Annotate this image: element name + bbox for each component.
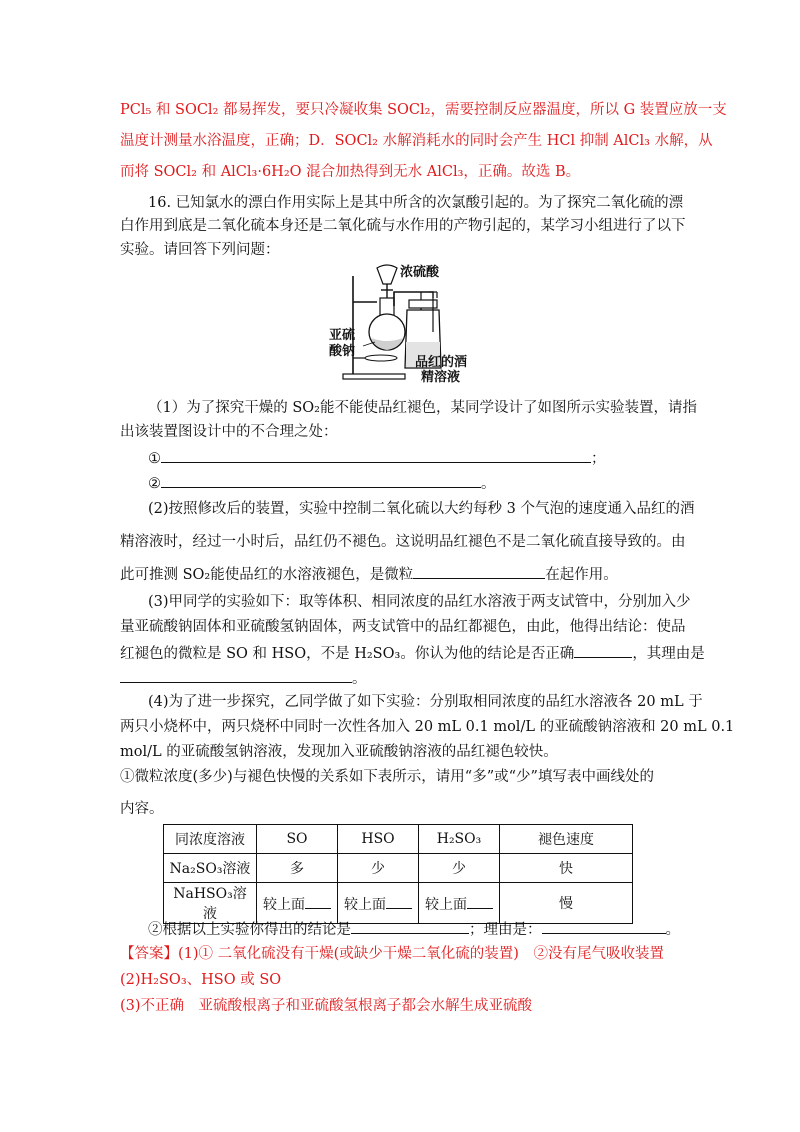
part4-line-4: ①微粒浓度(多少)与褪色快慢的关系如下表所示，请用“多”或“少”填写表中画线处的 <box>120 769 654 785</box>
label-sodium-sulfite-2: 酸钠 <box>329 344 356 359</box>
part1-line-2: 出该装置图设计中的不合理之处： <box>120 424 338 440</box>
part4-line-2: 两只小烧杯中，两只烧杯中同时一次性各加入 20 mL 0.1 mol/L 的亚硫酸钠溶液和 20 mL 0.1 <box>120 719 735 735</box>
question-intro-line-3: 实验。请回答下列问题： <box>120 242 280 258</box>
part1-blank-2-line <box>148 471 496 494</box>
table-cell: 快 <box>500 854 633 883</box>
part4-line-3: mol/L 的亚硫酸氢钠溶液，发现加入亚硫酸钠溶液的品红褪色较快。 <box>120 744 558 760</box>
part1-blank-2-suffix: 。 <box>481 476 496 492</box>
table-header-cell: SO <box>257 825 338 854</box>
part4-conclusion-text-b: ；理由是： <box>469 922 542 938</box>
table-header-cell: H₂SO₃ <box>419 825 500 854</box>
table-cell-text: 较上面 <box>344 897 386 913</box>
question-intro-line-1 <box>148 193 683 213</box>
answer-continuation-line-3: 而将 SOCl₂ 和 AlCl₃·6H₂O 混合加热得到无水 AlCl₃，正确。故选 B。 <box>120 164 581 180</box>
experiment-apparatus-figure <box>325 262 495 386</box>
part3-answer-blank-correct[interactable] <box>574 641 632 658</box>
apparatus-drawing <box>325 262 495 386</box>
part1-answer-blank-1[interactable] <box>161 446 591 463</box>
question-intro-text-1: 已知氯水的漂白作用实际上是其中所含的次氯酸引起的。为了探究二氧化硫的漂 <box>175 195 684 211</box>
particle-concentration-table <box>163 824 633 924</box>
part2-answer-blank[interactable] <box>413 562 545 579</box>
part1-line-1: （1）为了探究干燥的 SO₂能不能使品红褪色，某同学设计了如图所示实验装置，请指 <box>148 400 697 416</box>
part1-blank-2-prefix: ② <box>148 476 161 492</box>
question-number: 16. <box>148 195 172 211</box>
table-cell: 少 <box>419 854 500 883</box>
part1-answer-blank-2[interactable] <box>161 471 481 488</box>
part3-line-2: 量亚硫酸钠固体和亚硫酸氢钠固体，两支试管中的品红都褪色，由此，他得出结论：使品 <box>120 619 686 635</box>
label-concentrated-sulfuric-acid: 浓硫酸 <box>400 265 440 280</box>
question-intro-line-2: 白作用到底是二氧化硫本身还是二氧化硫与水作用的产物引起的，某学习小组进行了以下 <box>120 218 686 234</box>
table-header-cell: 褪色速度 <box>500 825 633 854</box>
part1-blank-1-line <box>148 446 606 469</box>
part3-line-3-text-b: ，其理由是 <box>632 646 705 662</box>
table-cell: 慢 <box>500 883 633 924</box>
part3-answer-blank-reason[interactable] <box>120 666 352 683</box>
part3-line-4 <box>120 666 367 689</box>
table-row <box>164 854 633 883</box>
part2-line-3-text-a: 此可推测 SO₂能使品红的水溶液褪色，是微粒 <box>120 567 414 583</box>
part3-line-3 <box>120 641 705 664</box>
part3-line-4-suffix: 。 <box>352 671 367 687</box>
part3-line-1: (3)甲同学的实验如下：取等体积、相同浓度的品红水溶液于两支试管中，分别加入少 <box>148 594 691 610</box>
label-sodium-sulfite-1: 亚硫 <box>329 328 356 343</box>
part4-conclusion-text-a: ②根据以上实验你得出的结论是 <box>148 922 351 938</box>
part4-conclusion-text-c: 。 <box>665 922 680 938</box>
table-header-cell: HSO <box>338 825 419 854</box>
table-cell: 少 <box>338 854 419 883</box>
part1-blank-1-suffix: ； <box>591 451 606 467</box>
part4-reason-blank[interactable] <box>542 917 666 934</box>
part1-blank-1-prefix: ① <box>148 451 161 467</box>
table-cell: 多 <box>257 854 338 883</box>
table-cell-text: 较上面 <box>425 897 467 913</box>
answer-line-2: (2)H₂SO₃、HSO 或 SO <box>120 972 282 988</box>
part4-conclusion-blank[interactable] <box>351 917 469 934</box>
part4-conclusion-line <box>148 917 680 940</box>
label-fuchsin-alcohol-2: 精溶液 <box>421 370 461 385</box>
part3-line-3-text-a: 红褪色的微粒是 SO 和 HSO，不是 H₂SO₃。你认为他的结论是否正确 <box>120 646 575 662</box>
table-answer-blank[interactable] <box>386 892 412 909</box>
part2-line-1: (2)按照修改后的装置，实验中控制二氧化硫以大约每秒 3 个气泡的速度通入品红的酒 <box>148 501 695 517</box>
answer-line-3: (3)不正确 亚硫酸根离子和亚硫酸氢根离子都会水解生成亚硫酸 <box>120 998 533 1014</box>
table-answer-blank[interactable] <box>305 892 331 909</box>
table-header-cell: 同浓度溶液 <box>164 825 257 854</box>
part2-line-2: 精溶液时，经过一小时后，品红仍不褪色。这说明品红褪色不是二氧化硫直接导致的。由 <box>120 534 686 550</box>
table-answer-blank[interactable] <box>467 892 493 909</box>
label-fuchsin-alcohol-1: 品红的酒 <box>415 355 468 370</box>
part2-line-3-text-b: 在起作用。 <box>545 567 618 583</box>
answer-line-1: 【答案】(1)① 二氧化硫没有干燥(或缺少干燥二氧化硫的装置) ②没有尾气吸收装置 <box>120 946 664 962</box>
table-cell-text: 较上面 <box>263 897 305 913</box>
table-cell: Na₂SO₃溶液 <box>164 854 257 883</box>
part2-line-3 <box>120 562 618 585</box>
table-cell: NaHSO₃溶液 <box>164 883 257 924</box>
table-header-row <box>164 825 633 854</box>
part4-line-5: 内容。 <box>120 801 164 817</box>
answer-continuation-line-2: 温度计测量水浴温度，正确；D．SOCl₂ 水解消耗水的同时会产生 HCl 抑制 AlCl₃ 水解，从 <box>120 133 713 149</box>
answer-continuation-line-1: PCl₅ 和 SOCl₂ 都易挥发，要只冷凝收集 SOCl₂，需要控制反应器温度，所以 G 装置应放一支 <box>120 102 727 118</box>
part4-line-1: (4)为了进一步探究，乙同学做了如下实验：分别取相同浓度的品红水溶液各 20 mL 于 <box>148 694 703 710</box>
